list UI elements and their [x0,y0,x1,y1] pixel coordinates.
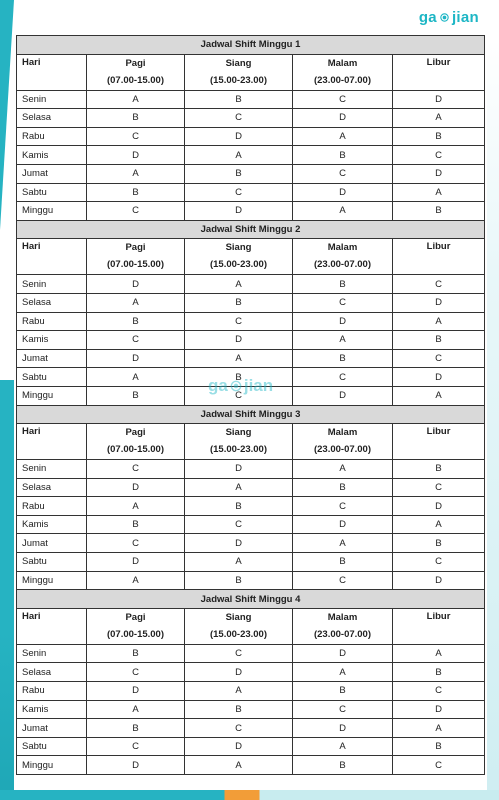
shift-group-cell: A [87,90,185,109]
shift-group-cell: A [293,331,393,350]
column-header-row [17,54,485,90]
shift-group-cell: C [185,386,293,405]
shift-group-cell: A [293,737,393,756]
shift-group-cell: C [393,349,485,368]
day-cell: Selasa [17,109,87,128]
shift-group-cell: A [393,109,485,128]
header-pagi-label: Pagi [125,242,146,254]
shift-group-cell: C [185,109,293,128]
shift-group-cell: A [293,460,393,479]
shift-group-cell: D [185,202,293,221]
shift-group-cell: C [393,553,485,572]
header-pagi [87,54,185,90]
day-cell: Sabtu [17,553,87,572]
shift-group-cell: A [87,368,185,387]
shift-group-cell: B [293,553,393,572]
shift-group-cell: A [87,293,185,312]
shift-group-cell: D [185,460,293,479]
table-row [17,275,485,294]
table-row [17,534,485,553]
table-row [17,700,485,719]
column-header-row [17,608,485,644]
shift-group-cell: C [293,90,393,109]
shift-group-cell: A [185,275,293,294]
shift-group-cell: C [87,127,185,146]
shift-group-cell: D [185,663,293,682]
header-pagi-label: Pagi [125,427,146,439]
shift-group-cell: D [293,719,393,738]
table-row [17,478,485,497]
decorative-band-bottom [0,790,499,800]
shift-group-cell: C [293,497,393,516]
shift-group-cell: A [185,756,293,775]
table-row [17,349,485,368]
decorative-band-right [487,40,499,800]
shift-group-cell: B [87,515,185,534]
shift-group-cell: B [185,571,293,590]
day-cell: Kamis [17,700,87,719]
decorative-band-top-left [0,0,14,230]
shift-group-cell: D [185,534,293,553]
shift-group-cell: D [393,571,485,590]
shift-group-cell: D [87,349,185,368]
day-cell: Jumat [17,164,87,183]
shift-group-cell: B [393,202,485,221]
table-row [17,109,485,128]
week-title: Jadwal Shift Minggu 4 [17,590,485,609]
table-row [17,737,485,756]
shift-group-cell: B [87,386,185,405]
table-row [17,553,485,572]
shift-group-cell: B [293,146,393,165]
day-cell: Selasa [17,478,87,497]
day-cell: Jumat [17,719,87,738]
day-cell: Sabtu [17,737,87,756]
header-malam-time: (23.00-07.00) [313,74,372,86]
shift-group-cell: D [393,293,485,312]
shift-group-cell: A [185,349,293,368]
shift-group-cell: B [293,275,393,294]
shift-group-cell: C [185,183,293,202]
header-malam [293,608,393,644]
week-title-row [17,36,485,55]
header-malam-label: Malam [327,427,358,439]
day-cell: Selasa [17,293,87,312]
header-siang-time: (15.00-23.00) [209,444,268,456]
shift-group-cell: D [87,478,185,497]
header-siang-time: (15.00-23.00) [209,259,268,271]
brand-name-end: jian [451,9,479,26]
day-cell: Senin [17,460,87,479]
day-cell: Selasa [17,663,87,682]
header-hari: Hari [17,54,87,90]
shift-group-cell: D [185,737,293,756]
shift-group-cell: C [87,663,185,682]
shift-group-cell: C [87,737,185,756]
decorative-band-left [0,380,14,800]
shift-group-cell: D [393,164,485,183]
header-malam [293,54,393,90]
header-malam [293,424,393,460]
header-hari: Hari [17,239,87,275]
shift-group-cell: B [185,164,293,183]
shift-group-cell: D [87,682,185,701]
shift-group-cell: A [293,534,393,553]
shift-schedule [16,35,484,775]
shift-group-cell: A [87,164,185,183]
table-row [17,90,485,109]
header-siang [185,424,293,460]
table-row [17,386,485,405]
day-cell: Senin [17,90,87,109]
week-title-row [17,405,485,424]
table-row [17,515,485,534]
week-title-row [17,220,485,239]
shift-group-cell: B [87,183,185,202]
day-cell: Kamis [17,146,87,165]
table-row [17,571,485,590]
header-siang-label: Siang [225,427,252,439]
header-libur: Libur [393,608,485,644]
shift-group-cell: C [293,571,393,590]
table-row [17,146,485,165]
table-row [17,127,485,146]
header-hari: Hari [17,608,87,644]
header-pagi-time: (07.00-15.00) [106,259,165,271]
shift-group-cell: C [87,331,185,350]
watermark-logo: ga jian [208,376,274,395]
day-cell: Minggu [17,756,87,775]
shift-group-cell: B [293,682,393,701]
shift-group-cell: C [87,202,185,221]
shift-group-cell: C [393,478,485,497]
shift-group-cell: C [393,756,485,775]
shift-group-cell: A [185,478,293,497]
header-malam-time: (23.00-07.00) [313,628,372,640]
shift-group-cell: D [87,275,185,294]
shift-group-cell: B [87,109,185,128]
day-cell: Rabu [17,312,87,331]
shift-group-cell: A [393,644,485,663]
header-pagi [87,608,185,644]
table-row [17,293,485,312]
day-cell: Minggu [17,386,87,405]
shift-group-cell: B [393,331,485,350]
shift-group-cell: B [293,478,393,497]
shift-group-cell: D [293,109,393,128]
shift-group-cell: A [87,700,185,719]
day-cell: Minggu [17,571,87,590]
day-cell: Rabu [17,127,87,146]
shift-group-cell: B [393,127,485,146]
week-title: Jadwal Shift Minggu 2 [17,220,485,239]
shift-group-cell: C [293,164,393,183]
table-row [17,663,485,682]
shift-group-cell: D [293,312,393,331]
table-row [17,368,485,387]
header-pagi-time: (07.00-15.00) [106,628,165,640]
header-siang-time: (15.00-23.00) [209,628,268,640]
shift-group-cell: D [293,644,393,663]
shift-group-cell: A [393,312,485,331]
shift-group-cell: D [185,331,293,350]
table-row [17,183,485,202]
shift-group-cell: C [185,312,293,331]
shift-group-cell: C [393,146,485,165]
shift-group-cell: D [87,756,185,775]
shift-group-cell: C [185,515,293,534]
table-row [17,460,485,479]
table-row [17,497,485,516]
shift-group-cell: B [185,497,293,516]
week-title: Jadwal Shift Minggu 1 [17,36,485,55]
header-malam-label: Malam [327,242,358,254]
header-malam-time: (23.00-07.00) [313,259,372,271]
header-pagi-label: Pagi [125,611,146,623]
shift-group-cell: A [393,515,485,534]
signal-icon [439,12,450,23]
shift-group-cell: C [87,534,185,553]
shift-group-cell: B [393,460,485,479]
shift-group-cell: B [87,312,185,331]
header-libur: Libur [393,239,485,275]
header-siang-label: Siang [225,242,252,254]
shift-group-cell: D [87,146,185,165]
shift-group-cell: B [293,756,393,775]
shift-group-cell: B [393,534,485,553]
shift-group-cell: C [185,644,293,663]
table-row [17,682,485,701]
header-pagi-time: (07.00-15.00) [106,74,165,86]
header-pagi [87,424,185,460]
day-cell: Senin [17,644,87,663]
header-pagi-label: Pagi [125,57,146,69]
header-siang-label: Siang [225,611,252,623]
day-cell: Jumat [17,534,87,553]
table-row [17,756,485,775]
header-malam-time: (23.00-07.00) [313,444,372,456]
column-header-row [17,424,485,460]
table-row [17,164,485,183]
shift-group-cell: A [185,146,293,165]
shift-group-cell: C [293,368,393,387]
table-row [17,202,485,221]
shift-group-cell: A [393,719,485,738]
day-cell: Jumat [17,349,87,368]
shift-group-cell: A [393,386,485,405]
day-cell: Sabtu [17,183,87,202]
table-row [17,312,485,331]
header-siang-time: (15.00-23.00) [209,74,268,86]
shift-group-cell: B [185,700,293,719]
header-hari: Hari [17,424,87,460]
shift-group-cell: B [393,663,485,682]
shift-group-cell: B [185,293,293,312]
shift-group-cell: B [185,90,293,109]
header-siang [185,608,293,644]
shift-group-cell: C [293,700,393,719]
header-libur: Libur [393,54,485,90]
brand-name-start: ga [418,9,437,26]
table-row [17,719,485,738]
shift-group-cell: B [185,368,293,387]
shift-group-cell: C [393,682,485,701]
shift-group-cell: A [393,183,485,202]
shift-group-cell: A [185,682,293,701]
header-pagi-time: (07.00-15.00) [106,444,165,456]
shift-schedule-table [16,35,485,775]
header-siang-label: Siang [225,57,252,69]
day-cell: Rabu [17,497,87,516]
shift-group-cell: A [293,127,393,146]
header-siang [185,239,293,275]
shift-group-cell: B [87,719,185,738]
day-cell: Senin [17,275,87,294]
day-cell: Minggu [17,202,87,221]
shift-group-cell: D [393,90,485,109]
shift-group-cell: D [293,515,393,534]
day-cell: Sabtu [17,368,87,387]
table-row [17,331,485,350]
shift-group-cell: A [293,202,393,221]
week-title-row [17,590,485,609]
header-libur: Libur [393,424,485,460]
column-header-row [17,239,485,275]
header-malam-label: Malam [327,611,358,623]
header-pagi [87,239,185,275]
shift-group-cell: D [293,386,393,405]
shift-group-cell: B [87,644,185,663]
brand-logo [419,9,479,26]
header-malam-label: Malam [327,57,358,69]
shift-group-cell: C [293,293,393,312]
shift-group-cell: D [393,368,485,387]
shift-group-cell: D [293,183,393,202]
week-title: Jadwal Shift Minggu 3 [17,405,485,424]
shift-group-cell: A [293,663,393,682]
header-malam [293,239,393,275]
shift-group-cell: A [185,553,293,572]
shift-group-cell: C [185,719,293,738]
table-row [17,644,485,663]
shift-group-cell: D [185,127,293,146]
shift-group-cell: A [87,497,185,516]
shift-group-cell: A [87,571,185,590]
shift-group-cell: B [393,737,485,756]
day-cell: Kamis [17,515,87,534]
shift-group-cell: C [393,275,485,294]
shift-group-cell: C [87,460,185,479]
shift-group-cell: B [293,349,393,368]
shift-group-cell: D [87,553,185,572]
shift-group-cell: D [393,700,485,719]
shift-group-cell: D [393,497,485,516]
day-cell: Rabu [17,682,87,701]
header-siang [185,54,293,90]
day-cell: Kamis [17,331,87,350]
